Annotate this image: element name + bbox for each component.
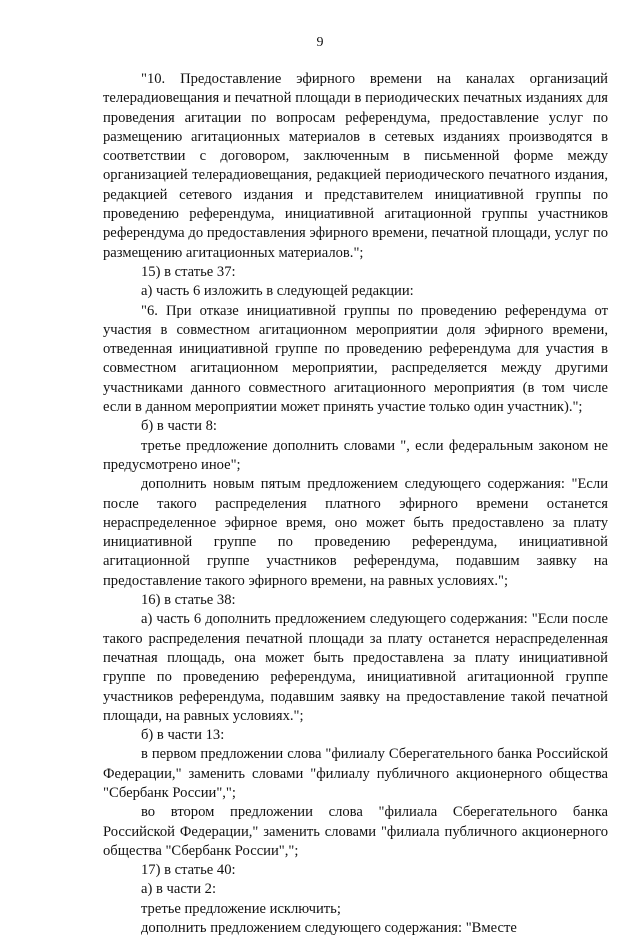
paragraph: дополнить предложением следующего содержания: "Вместе	[141, 920, 517, 937]
paragraph: б) в части 13:	[141, 727, 225, 744]
paragraph: дополнить новым пятым предложением следующего содержания: "Если после такого распределения платного эфирного времени останется нераспределенное эфирное время, оно может быть предоставлено за плату инициативной группе по проведению референдума, инициативной агитационной группе участников референдума, подавшим заявку на предоставление такого эфирного времени, на равных условиях.";	[103, 476, 608, 589]
paragraph: в первом предложении слова "филиалу Сберегательного банка Российской Федерации," заменить словами "филиалу публичного акционерного общества "Сбербанк России",";	[103, 746, 608, 801]
paragraph: третье предложение исключить;	[141, 900, 341, 917]
paragraph: б) в части 8:	[141, 418, 217, 435]
paragraph: 16) в статье 38:	[141, 592, 236, 609]
document-body	[103, 70, 608, 938]
paragraph: 15) в статье 37:	[141, 263, 236, 280]
paragraph: "6. При отказе инициативной группы по проведению референдума от участия в совместном агитационном мероприятии доля эфирного времени, отведенная инициативной группе по проведению референдума для участия в совместном агитационном мероприятии, распределяется между другими участниками данного совместного агитационного мероприятия (в том числе если в данном мероприятии может принять участие только один участник).";	[103, 302, 608, 416]
paragraph: 17) в статье 40:	[141, 862, 236, 879]
paragraph: "10. Предоставление эфирного времени на каналах организаций телерадиовещания и печатной площади в периодических печатных изданиях для проведения агитации по вопросам референдума, предоставление услуг по размещению агитационных материалов в сетевых изданиях производятся в соответствии с договором, заключенным в письменной форме между организацией телерадиовещания, редакцией периодического печатного издания, редакцией сетевого издания и представителем инициативной группы по проведению референдума, инициативной агитационной группы участников референдума до предоставления эфирного времени, печатной площади, услуг по размещению агитационных материалов.";	[103, 71, 608, 261]
paragraph: третье предложение дополнить словами ", если федеральным законом не предусмотрено иное";	[103, 437, 608, 473]
page-number: 9	[316, 35, 324, 50]
paragraph: а) часть 6 изложить в следующей редакции:	[141, 283, 414, 300]
paragraph: а) в части 2:	[141, 881, 217, 898]
paragraph: во втором предложении слова "филиала Сберегательного банка Российской Федерации," заменить словами "филиала публичного акционерного общества "Сбербанк России",";	[103, 804, 608, 859]
paragraph: а) часть 6 дополнить предложением следующего содержания: "Если после такого распределения печатной площади за плату останется нераспределенная печатная площадь, она может быть предоставлена за плату инициативной группе по проведению референдума, инициативной агитационной группе участников референдума, подавшим заявку на предоставление такой печатной площади, на равных условиях.";	[103, 611, 608, 724]
